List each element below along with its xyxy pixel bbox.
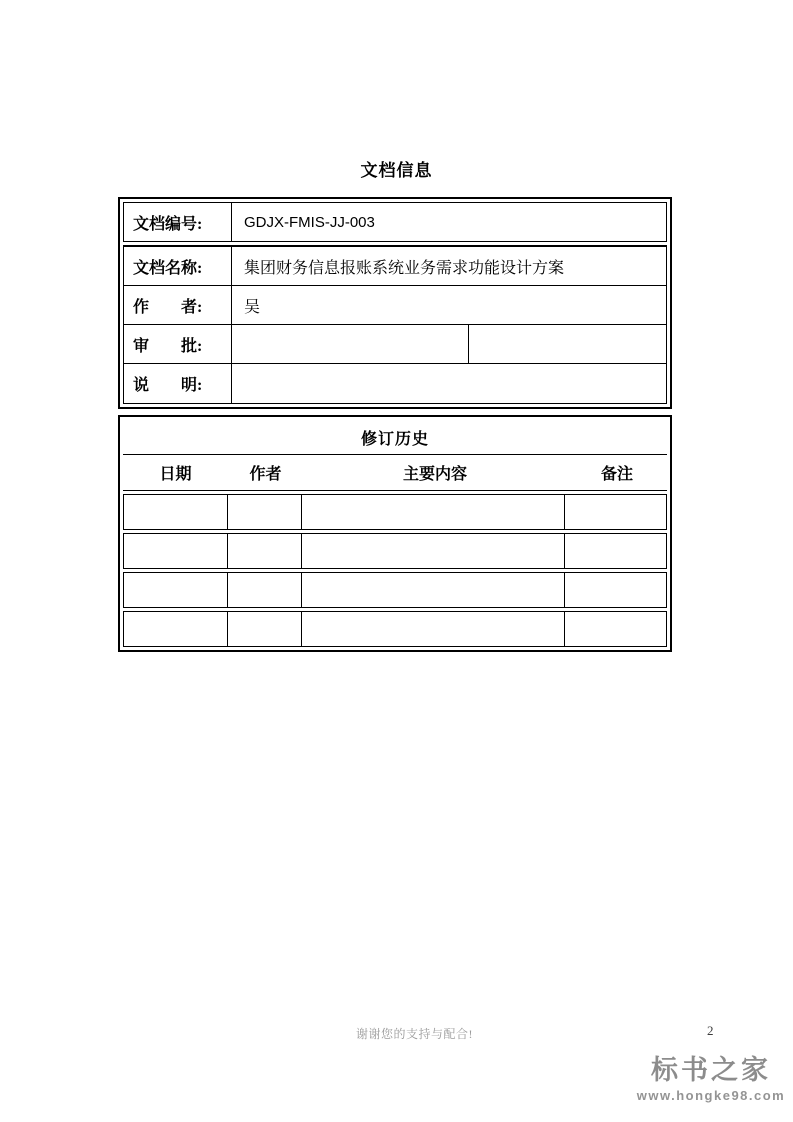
revision-cell-author xyxy=(228,573,302,607)
watermark xyxy=(631,1056,791,1103)
doc-info-subtable xyxy=(123,245,667,404)
revision-history-table xyxy=(118,415,672,652)
footer-note: 谢谢您的支持与配合! xyxy=(356,1027,473,1041)
doc-info-row-name xyxy=(124,247,666,286)
info-value-approver xyxy=(232,325,469,363)
revision-cell-date xyxy=(124,573,228,607)
revision-cell-date xyxy=(124,534,228,568)
doc-info-row-approver xyxy=(124,325,666,364)
column-header-author: 作者 xyxy=(249,466,282,483)
revision-cell-remark xyxy=(565,495,666,529)
page-number: 2 xyxy=(707,1023,714,1038)
info-label-note: 说 明: xyxy=(124,364,232,403)
revision-cell-author xyxy=(228,495,302,529)
info-value-author: 吴 xyxy=(244,298,261,316)
revision-cell-remark xyxy=(565,612,666,646)
revision-cell-main-content xyxy=(302,612,565,646)
info-value-doc-name: 集团财务信息报账系统业务需求功能设计方案 xyxy=(244,259,565,277)
info-value-approver-extra xyxy=(469,325,666,363)
column-header-main-content: 主要内容 xyxy=(402,466,467,483)
revision-history-header xyxy=(123,455,667,491)
watermark-site-name: 标书之家 xyxy=(651,1055,771,1085)
doc-info-table xyxy=(118,197,672,409)
doc-info-row-author xyxy=(124,286,666,325)
info-label-doc-number: 文档编号: xyxy=(124,203,232,241)
column-header-remark: 备注 xyxy=(600,466,633,483)
revision-empty-row xyxy=(123,572,667,608)
revision-cell-remark xyxy=(565,534,666,568)
revision-cell-date xyxy=(124,495,228,529)
doc-info-row-note xyxy=(124,364,666,403)
revision-history-title: 修订历史 xyxy=(123,420,667,455)
info-label-doc-name: 文档名称: xyxy=(124,247,232,285)
revision-cell-main-content xyxy=(302,573,565,607)
revision-cell-author xyxy=(228,612,302,646)
page-title: 文档信息 xyxy=(360,161,433,180)
revision-cell-author xyxy=(228,534,302,568)
info-value-doc-number: GDJX-FMIS-JJ-003 xyxy=(244,213,375,231)
revision-empty-row xyxy=(123,611,667,647)
info-label-author: 作 者: xyxy=(124,286,232,324)
column-header-date: 日期 xyxy=(159,466,192,483)
revision-cell-main-content xyxy=(302,495,565,529)
doc-info-row-number xyxy=(123,202,667,242)
info-value-note xyxy=(232,364,666,403)
revision-cell-date xyxy=(124,612,228,646)
revision-cell-remark xyxy=(565,573,666,607)
revision-empty-row xyxy=(123,494,667,530)
revision-empty-row xyxy=(123,533,667,569)
info-label-approver: 审 批: xyxy=(124,325,232,363)
revision-cell-main-content xyxy=(302,534,565,568)
watermark-site-url: www.hongke98.com xyxy=(636,1087,786,1103)
